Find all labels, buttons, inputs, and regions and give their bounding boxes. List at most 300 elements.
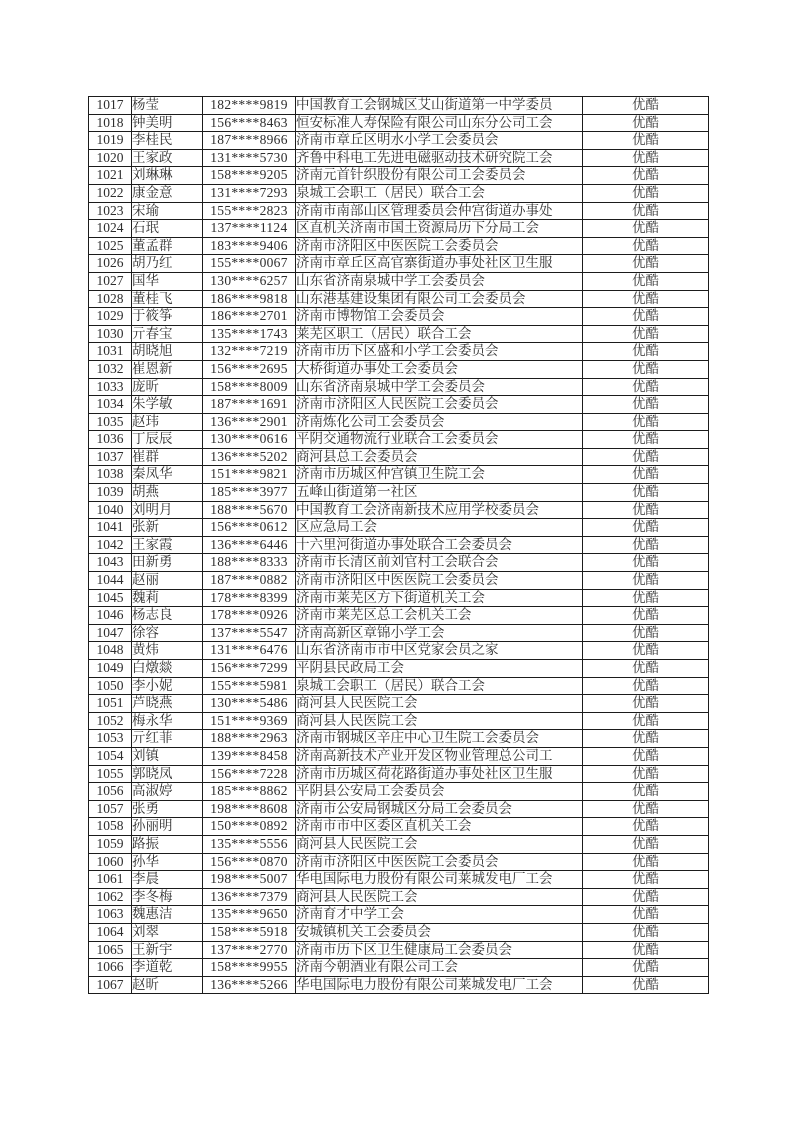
member-name-cell: 庞昕 — [132, 378, 203, 396]
prize-cell: 优酷 — [583, 272, 709, 290]
member-name-cell: 芦晓燕 — [132, 695, 203, 713]
row-id-cell: 1062 — [89, 888, 132, 906]
phone-cell: 156****2695 — [203, 360, 296, 378]
prize-cell: 优酷 — [583, 554, 709, 572]
table-row — [89, 888, 709, 906]
prize-cell: 优酷 — [583, 396, 709, 414]
member-name-cell: 丁辰辰 — [132, 431, 203, 449]
phone-cell: 182****9819 — [203, 97, 296, 115]
phone-cell: 188****5670 — [203, 501, 296, 519]
member-name-cell: 赵昕 — [132, 976, 203, 994]
phone-cell: 185****3977 — [203, 484, 296, 502]
organization-cell: 济南市章丘区高官寨街道办事处社区卫生服 — [296, 255, 583, 273]
prize-cell: 优酷 — [583, 800, 709, 818]
organization-cell: 济南市济阳区中医医院工会委员会 — [296, 237, 583, 255]
prize-cell: 优酷 — [583, 906, 709, 924]
row-id-cell: 1064 — [89, 923, 132, 941]
table-row — [89, 413, 709, 431]
row-id-cell: 1054 — [89, 747, 132, 765]
member-name-cell: 董桂飞 — [132, 290, 203, 308]
phone-cell: 132****7219 — [203, 343, 296, 361]
prize-cell: 优酷 — [583, 607, 709, 625]
phone-cell: 186****2701 — [203, 308, 296, 326]
row-id-cell: 1023 — [89, 202, 132, 220]
member-name-cell: 王新宇 — [132, 941, 203, 959]
member-name-cell: 秦凤华 — [132, 466, 203, 484]
member-name-cell: 刘琳琳 — [132, 167, 203, 185]
member-name-cell: 白燉燚 — [132, 660, 203, 678]
table-row — [89, 976, 709, 994]
row-id-cell: 1021 — [89, 167, 132, 185]
organization-cell: 济南市历下区盛和小学工会委员会 — [296, 343, 583, 361]
table-row — [89, 695, 709, 713]
phone-cell: 136****5266 — [203, 976, 296, 994]
member-name-cell: 孙华 — [132, 853, 203, 871]
organization-cell: 济南元首针织股份有限公司工会委员会 — [296, 167, 583, 185]
phone-cell: 136****7379 — [203, 888, 296, 906]
member-name-cell: 高淑婷 — [132, 783, 203, 801]
row-id-cell: 1034 — [89, 396, 132, 414]
table-row — [89, 730, 709, 748]
organization-cell: 齐鲁中科电工先进电磁驱动技术研究院工会 — [296, 149, 583, 167]
prize-cell: 优酷 — [583, 923, 709, 941]
prize-cell: 优酷 — [583, 501, 709, 519]
member-name-cell: 崔群 — [132, 448, 203, 466]
table-row — [89, 501, 709, 519]
prize-cell: 优酷 — [583, 660, 709, 678]
organization-cell: 华电国际电力股份有限公司莱城发电厂工会 — [296, 871, 583, 889]
member-name-cell: 国华 — [132, 272, 203, 290]
organization-cell: 山东省济南泉城中学工会委员会 — [296, 378, 583, 396]
table-row — [89, 800, 709, 818]
organization-cell: 济南市公安局钢城区分局工会委员会 — [296, 800, 583, 818]
phone-cell: 131****6476 — [203, 642, 296, 660]
organization-cell: 平阴交通物流行业联合工会委员会 — [296, 431, 583, 449]
phone-cell: 137****1124 — [203, 220, 296, 238]
table-row — [89, 325, 709, 343]
member-name-cell: 李道乾 — [132, 959, 203, 977]
organization-cell: 商河县人民医院工会 — [296, 835, 583, 853]
organization-cell: 济南炼化公司工会委员会 — [296, 413, 583, 431]
row-id-cell: 1026 — [89, 255, 132, 273]
member-name-cell: 刘翠 — [132, 923, 203, 941]
member-name-cell: 李桂民 — [132, 132, 203, 150]
phone-cell: 135****1743 — [203, 325, 296, 343]
row-id-cell: 1028 — [89, 290, 132, 308]
member-name-cell: 魏惠洁 — [132, 906, 203, 924]
table-row — [89, 97, 709, 115]
member-name-cell: 胡乃红 — [132, 255, 203, 273]
prize-cell: 优酷 — [583, 976, 709, 994]
row-id-cell: 1056 — [89, 783, 132, 801]
table-row — [89, 835, 709, 853]
prize-cell: 优酷 — [583, 712, 709, 730]
member-name-cell: 康金意 — [132, 184, 203, 202]
organization-cell: 平阴县民政局工会 — [296, 660, 583, 678]
member-name-cell: 梅永华 — [132, 712, 203, 730]
member-name-cell: 赵玮 — [132, 413, 203, 431]
row-id-cell: 1020 — [89, 149, 132, 167]
prize-cell: 优酷 — [583, 677, 709, 695]
prize-cell: 优酷 — [583, 220, 709, 238]
row-id-cell: 1051 — [89, 695, 132, 713]
organization-cell: 山东港基建设集团有限公司工会委员会 — [296, 290, 583, 308]
prize-winner-table — [88, 96, 709, 994]
phone-cell: 156****7228 — [203, 765, 296, 783]
prize-cell: 优酷 — [583, 114, 709, 132]
organization-cell: 济南市长清区前刘官村工会联合会 — [296, 554, 583, 572]
table-row — [89, 818, 709, 836]
prize-cell: 优酷 — [583, 730, 709, 748]
member-name-cell: 王家霞 — [132, 536, 203, 554]
phone-cell: 136****6446 — [203, 536, 296, 554]
row-id-cell: 1035 — [89, 413, 132, 431]
table-row — [89, 448, 709, 466]
organization-cell: 华电国际电力股份有限公司莱城发电厂工会 — [296, 976, 583, 994]
organization-cell: 区直机关济南市国土资源局历下分局工会 — [296, 220, 583, 238]
organization-cell: 济南市济阳区人民医院工会委员会 — [296, 396, 583, 414]
organization-cell: 济南市历下区卫生健康局工会委员会 — [296, 941, 583, 959]
organization-cell: 山东省济南市市中区党家会员之家 — [296, 642, 583, 660]
phone-cell: 156****8463 — [203, 114, 296, 132]
prize-cell: 优酷 — [583, 308, 709, 326]
row-id-cell: 1057 — [89, 800, 132, 818]
member-name-cell: 石珉 — [132, 220, 203, 238]
phone-cell: 183****9406 — [203, 237, 296, 255]
organization-cell: 中国教育工会济南新技术应用学校委员会 — [296, 501, 583, 519]
row-id-cell: 1063 — [89, 906, 132, 924]
table-row — [89, 343, 709, 361]
prize-cell: 优酷 — [583, 167, 709, 185]
prize-cell: 优酷 — [583, 378, 709, 396]
phone-cell: 178****8399 — [203, 589, 296, 607]
member-name-cell: 杨志良 — [132, 607, 203, 625]
phone-cell: 131****5730 — [203, 149, 296, 167]
table-row — [89, 272, 709, 290]
prize-cell: 优酷 — [583, 765, 709, 783]
prize-cell: 优酷 — [583, 959, 709, 977]
member-name-cell: 郭晓凤 — [132, 765, 203, 783]
table-row — [89, 290, 709, 308]
organization-cell: 济南育才中学工会 — [296, 906, 583, 924]
organization-cell: 济南今朝酒业有限公司工会 — [296, 959, 583, 977]
row-id-cell: 1053 — [89, 730, 132, 748]
table-row — [89, 484, 709, 502]
table-row — [89, 871, 709, 889]
member-name-cell: 路振 — [132, 835, 203, 853]
prize-cell: 优酷 — [583, 519, 709, 537]
row-id-cell: 1067 — [89, 976, 132, 994]
phone-cell: 187****8966 — [203, 132, 296, 150]
row-id-cell: 1043 — [89, 554, 132, 572]
table-row — [89, 660, 709, 678]
organization-cell: 大桥街道办事处工会委员会 — [296, 360, 583, 378]
row-id-cell: 1031 — [89, 343, 132, 361]
row-id-cell: 1055 — [89, 765, 132, 783]
phone-cell: 198****8608 — [203, 800, 296, 818]
member-name-cell: 崔恩新 — [132, 360, 203, 378]
organization-cell: 泉城工会职工（居民）联合工会 — [296, 677, 583, 695]
row-id-cell: 1049 — [89, 660, 132, 678]
organization-cell: 济南市博物馆工会委员会 — [296, 308, 583, 326]
organization-cell: 济南市南部山区管理委员会仲宫街道办事处 — [296, 202, 583, 220]
member-name-cell: 亓春宝 — [132, 325, 203, 343]
member-name-cell: 刘镇 — [132, 747, 203, 765]
phone-cell: 158****9205 — [203, 167, 296, 185]
table-row — [89, 149, 709, 167]
prize-cell: 优酷 — [583, 97, 709, 115]
phone-cell: 137****5547 — [203, 624, 296, 642]
row-id-cell: 1017 — [89, 97, 132, 115]
member-name-cell: 李小妮 — [132, 677, 203, 695]
row-id-cell: 1027 — [89, 272, 132, 290]
prize-cell: 优酷 — [583, 589, 709, 607]
row-id-cell: 1032 — [89, 360, 132, 378]
phone-cell: 186****9818 — [203, 290, 296, 308]
row-id-cell: 1039 — [89, 484, 132, 502]
member-name-cell: 张勇 — [132, 800, 203, 818]
table-row — [89, 378, 709, 396]
organization-cell: 济南市钢城区辛庄中心卫生院工会委员会 — [296, 730, 583, 748]
row-id-cell: 1045 — [89, 589, 132, 607]
table-row — [89, 431, 709, 449]
member-name-cell: 田新勇 — [132, 554, 203, 572]
row-id-cell: 1059 — [89, 835, 132, 853]
phone-cell: 136****5202 — [203, 448, 296, 466]
row-id-cell: 1040 — [89, 501, 132, 519]
row-id-cell: 1037 — [89, 448, 132, 466]
member-name-cell: 赵丽 — [132, 572, 203, 590]
prize-cell: 优酷 — [583, 466, 709, 484]
organization-cell: 平阴县公安局工会委员会 — [296, 783, 583, 801]
prize-cell: 优酷 — [583, 360, 709, 378]
member-name-cell: 黄炜 — [132, 642, 203, 660]
organization-cell: 济南市济阳区中医医院工会委员会 — [296, 853, 583, 871]
organization-cell: 济南市历城区荷花路街道办事处社区卫生服 — [296, 765, 583, 783]
table-row — [89, 853, 709, 871]
phone-cell: 130****0616 — [203, 431, 296, 449]
phone-cell: 158****8009 — [203, 378, 296, 396]
prize-cell: 优酷 — [583, 695, 709, 713]
table-row — [89, 519, 709, 537]
member-name-cell: 胡燕 — [132, 484, 203, 502]
prize-cell: 优酷 — [583, 747, 709, 765]
phone-cell: 155****2823 — [203, 202, 296, 220]
phone-cell: 198****5007 — [203, 871, 296, 889]
member-name-cell: 李冬梅 — [132, 888, 203, 906]
organization-cell: 济南市章丘区明水小学工会委员会 — [296, 132, 583, 150]
row-id-cell: 1047 — [89, 624, 132, 642]
member-name-cell: 刘明月 — [132, 501, 203, 519]
member-name-cell: 朱学敏 — [132, 396, 203, 414]
member-name-cell: 宋瑜 — [132, 202, 203, 220]
prize-cell: 优酷 — [583, 853, 709, 871]
member-name-cell: 魏莉 — [132, 589, 203, 607]
table-row — [89, 642, 709, 660]
table-row — [89, 536, 709, 554]
row-id-cell: 1024 — [89, 220, 132, 238]
prize-cell: 优酷 — [583, 149, 709, 167]
organization-cell: 十六里河街道办事处联合工会委员会 — [296, 536, 583, 554]
phone-cell: 130****6257 — [203, 272, 296, 290]
row-id-cell: 1052 — [89, 712, 132, 730]
organization-cell: 济南市历城区仲宫镇卫生院工会 — [296, 466, 583, 484]
organization-cell: 山东省济南泉城中学工会委员会 — [296, 272, 583, 290]
phone-cell: 131****7293 — [203, 184, 296, 202]
organization-cell: 济南市莱芜区总工会机关工会 — [296, 607, 583, 625]
prize-cell: 优酷 — [583, 536, 709, 554]
table-row — [89, 783, 709, 801]
phone-cell: 156****0870 — [203, 853, 296, 871]
member-name-cell: 钟美明 — [132, 114, 203, 132]
phone-cell: 188****2963 — [203, 730, 296, 748]
table-row — [89, 923, 709, 941]
prize-cell: 优酷 — [583, 818, 709, 836]
organization-cell: 安城镇机关工会委员会 — [296, 923, 583, 941]
phone-cell: 185****8862 — [203, 783, 296, 801]
prize-cell: 优酷 — [583, 255, 709, 273]
row-id-cell: 1065 — [89, 941, 132, 959]
organization-cell: 商河县人民医院工会 — [296, 888, 583, 906]
organization-cell: 商河县总工会委员会 — [296, 448, 583, 466]
phone-cell: 151****9369 — [203, 712, 296, 730]
row-id-cell: 1046 — [89, 607, 132, 625]
member-name-cell: 王家政 — [132, 149, 203, 167]
phone-cell: 151****9821 — [203, 466, 296, 484]
row-id-cell: 1044 — [89, 572, 132, 590]
table-row — [89, 624, 709, 642]
phone-cell: 187****1691 — [203, 396, 296, 414]
table-row — [89, 132, 709, 150]
member-name-cell: 亓红菲 — [132, 730, 203, 748]
row-id-cell: 1061 — [89, 871, 132, 889]
table-row — [89, 747, 709, 765]
row-id-cell: 1041 — [89, 519, 132, 537]
organization-cell: 中国教育工会钢城区艾山街道第一中学委员 — [296, 97, 583, 115]
table-row — [89, 572, 709, 590]
prize-cell: 优酷 — [583, 184, 709, 202]
phone-cell: 137****2770 — [203, 941, 296, 959]
organization-cell: 商河县人民医院工会 — [296, 695, 583, 713]
prize-cell: 优酷 — [583, 325, 709, 343]
row-id-cell: 1050 — [89, 677, 132, 695]
prize-cell: 优酷 — [583, 290, 709, 308]
table-row — [89, 202, 709, 220]
phone-cell: 187****0882 — [203, 572, 296, 590]
row-id-cell: 1030 — [89, 325, 132, 343]
table-row — [89, 712, 709, 730]
table-row — [89, 607, 709, 625]
phone-cell: 188****8333 — [203, 554, 296, 572]
organization-cell: 济南高新区章锦小学工会 — [296, 624, 583, 642]
table-row — [89, 360, 709, 378]
row-id-cell: 1019 — [89, 132, 132, 150]
prize-cell: 优酷 — [583, 132, 709, 150]
phone-cell: 150****0892 — [203, 818, 296, 836]
organization-cell: 五峰山街道第一社区 — [296, 484, 583, 502]
table-row — [89, 220, 709, 238]
row-id-cell: 1022 — [89, 184, 132, 202]
table-row — [89, 554, 709, 572]
table-row — [89, 589, 709, 607]
table-row — [89, 959, 709, 977]
organization-cell: 济南市莱芜区方下街道机关工会 — [296, 589, 583, 607]
table-row — [89, 941, 709, 959]
row-id-cell: 1029 — [89, 308, 132, 326]
table-row — [89, 677, 709, 695]
member-name-cell: 徐容 — [132, 624, 203, 642]
organization-cell: 商河县人民医院工会 — [296, 712, 583, 730]
prize-cell: 优酷 — [583, 783, 709, 801]
member-name-cell: 杨莹 — [132, 97, 203, 115]
table-row — [89, 114, 709, 132]
phone-cell: 130****5486 — [203, 695, 296, 713]
prize-cell: 优酷 — [583, 888, 709, 906]
prize-cell: 优酷 — [583, 484, 709, 502]
row-id-cell: 1018 — [89, 114, 132, 132]
row-id-cell: 1025 — [89, 237, 132, 255]
phone-cell: 155****0067 — [203, 255, 296, 273]
prize-cell: 优酷 — [583, 871, 709, 889]
member-name-cell: 于筱筝 — [132, 308, 203, 326]
table-row — [89, 237, 709, 255]
prize-cell: 优酷 — [583, 624, 709, 642]
table-row — [89, 396, 709, 414]
prize-cell: 优酷 — [583, 448, 709, 466]
table-row — [89, 765, 709, 783]
phone-cell: 135****9650 — [203, 906, 296, 924]
prize-cell: 优酷 — [583, 237, 709, 255]
member-name-cell: 孙丽明 — [132, 818, 203, 836]
table-row — [89, 167, 709, 185]
row-id-cell: 1038 — [89, 466, 132, 484]
phone-cell: 155****5981 — [203, 677, 296, 695]
organization-cell: 区应急局工会 — [296, 519, 583, 537]
prize-cell: 优酷 — [583, 941, 709, 959]
organization-cell: 济南高新技术产业开发区物业管理总公司工 — [296, 747, 583, 765]
phone-cell: 156****0612 — [203, 519, 296, 537]
row-id-cell: 1048 — [89, 642, 132, 660]
phone-cell: 136****2901 — [203, 413, 296, 431]
table-row — [89, 906, 709, 924]
organization-cell: 莱芜区职工（居民）联合工会 — [296, 325, 583, 343]
prize-cell: 优酷 — [583, 343, 709, 361]
phone-cell: 156****7299 — [203, 660, 296, 678]
prize-cell: 优酷 — [583, 642, 709, 660]
table-row — [89, 466, 709, 484]
organization-cell: 恒安标准人寿保险有限公司山东分公司工会 — [296, 114, 583, 132]
table-row — [89, 255, 709, 273]
row-id-cell: 1058 — [89, 818, 132, 836]
row-id-cell: 1033 — [89, 378, 132, 396]
row-id-cell: 1042 — [89, 536, 132, 554]
phone-cell: 178****0926 — [203, 607, 296, 625]
organization-cell: 济南市济阳区中医医院工会委员会 — [296, 572, 583, 590]
phone-cell: 158****9955 — [203, 959, 296, 977]
organization-cell: 济南市市中区委区直机关工会 — [296, 818, 583, 836]
phone-cell: 158****5918 — [203, 923, 296, 941]
prize-cell: 优酷 — [583, 572, 709, 590]
row-id-cell: 1060 — [89, 853, 132, 871]
table-row — [89, 184, 709, 202]
table-row — [89, 308, 709, 326]
member-name-cell: 董孟群 — [132, 237, 203, 255]
member-name-cell: 李晨 — [132, 871, 203, 889]
prize-cell: 优酷 — [583, 413, 709, 431]
prize-cell: 优酷 — [583, 431, 709, 449]
organization-cell: 泉城工会职工（居民）联合工会 — [296, 184, 583, 202]
prize-cell: 优酷 — [583, 835, 709, 853]
